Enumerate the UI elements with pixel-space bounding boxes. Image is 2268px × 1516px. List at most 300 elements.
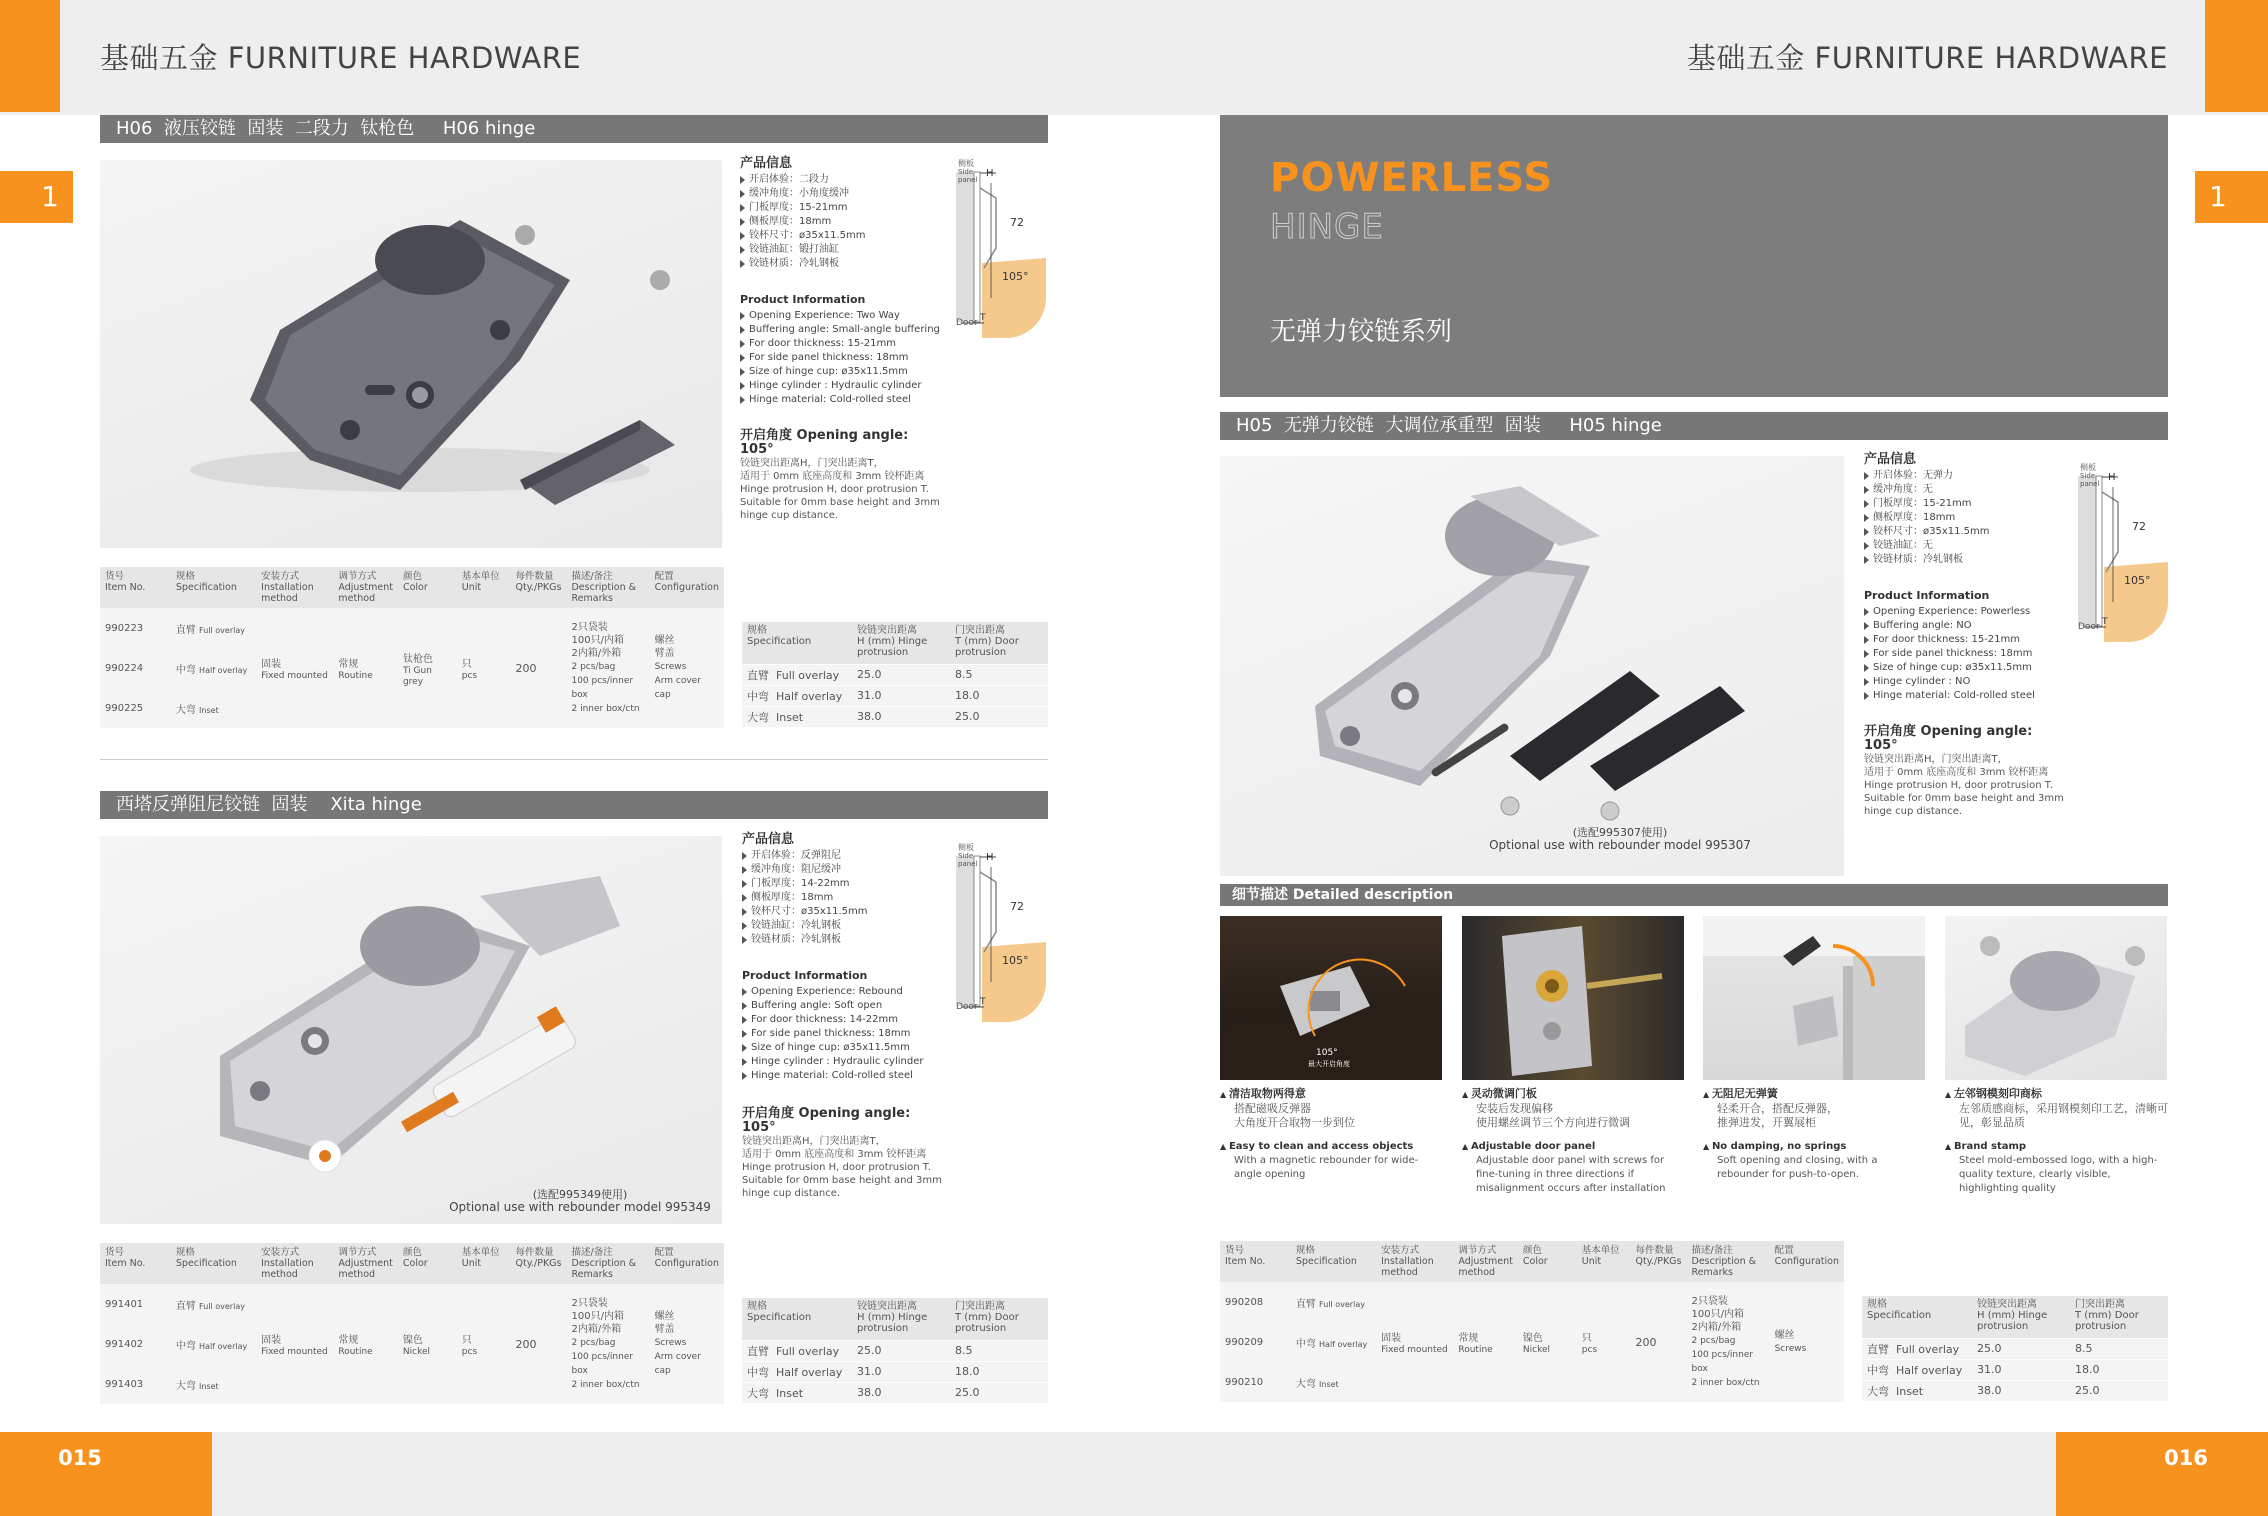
h05-spec-table [1220, 1241, 1844, 1402]
detail-1-desc-en: With a magnetic rebounder for wide-angle opening [1234, 1155, 1419, 1180]
chapter-tab-right[interactable] [2195, 171, 2268, 223]
th-cn: 描述/备注 [571, 1247, 613, 1258]
oth-spec [1862, 1296, 1972, 1338]
h06-row1-spec [171, 648, 256, 688]
h05-caption [1480, 826, 1760, 852]
color-cn: 镍色 [1522, 1333, 1543, 1344]
xita-unit [457, 1284, 511, 1404]
install-cn: 固装 [1381, 1333, 1402, 1344]
th-en: Installation method [1381, 1256, 1434, 1278]
th-spec [171, 1243, 256, 1284]
table-row [742, 1382, 1048, 1403]
detail-bar-label: 细节描述 Detailed description [1232, 887, 1454, 903]
th-install [256, 567, 333, 608]
xita-info-en-list [742, 985, 942, 1083]
xita-angle-title: 开启角度 Opening angle: 105° [742, 1106, 911, 1135]
color-cn: 钛枪色 [402, 653, 433, 665]
adjust-en: Routine [338, 671, 373, 681]
oth-h [852, 622, 950, 664]
xita-caption [440, 1188, 720, 1214]
xita-info-cn-3: 侧板厚度：18mm [742, 891, 942, 905]
table-row [742, 664, 1048, 685]
remark: 2 pcs/bag [571, 1337, 616, 1348]
table-row [742, 706, 1048, 727]
h06-angle-note-1: 适用于 0mm 底座高度和 3mm 铰杯距离 [740, 471, 925, 482]
spec-en: Full overlay [1319, 1299, 1365, 1309]
detail-2-title-en: ▲ Adjustable door panel [1462, 1140, 1686, 1154]
h06-info-cn-4: 铰杯尺寸：ø35x11.5mm [740, 229, 940, 243]
spec-en: Inset [199, 705, 219, 715]
config: Screws [654, 1338, 687, 1348]
xita-info-en-1: Buffering angle: Soft open [742, 999, 942, 1013]
spec-cn: 大弯 [175, 704, 196, 716]
xita-opening-diagram [956, 842, 1046, 1022]
spec-en: Inset [1319, 1379, 1339, 1389]
h05-row0-spec [1291, 1282, 1376, 1322]
unit-cn: 只 [461, 1335, 472, 1346]
xita-qty: 200 [511, 1284, 567, 1404]
th-cn: 颜色 [402, 571, 422, 582]
xita-row0-item: 991401 [100, 1284, 171, 1324]
o-en: Full overlay [776, 668, 840, 682]
th-en: Qty./PKGs [515, 582, 562, 593]
th-spec [171, 567, 256, 608]
h06-info-en-list [740, 309, 940, 407]
th-cn: 每件数量 [1635, 1245, 1674, 1256]
oth-en: T (mm) Door protrusion [955, 636, 1019, 658]
h05-qty: 200 [1631, 1282, 1687, 1402]
xita-color [398, 1284, 457, 1404]
h06-table-header [100, 567, 724, 608]
h05-caption-en: Optional use with rebounder model 995307 [1489, 838, 1751, 852]
adjust-cn: 常规 [338, 659, 359, 670]
h05-angle-title: 开启角度 Opening angle: 105° [1864, 724, 2033, 753]
o-h: 38.0 [852, 706, 950, 727]
h05-angle-note-2: Hinge protrusion H, door protrusion T. [1864, 780, 2053, 791]
oth-cn: 铰链突出距离 [1977, 1299, 2037, 1310]
th-cn: 货号 [105, 1247, 125, 1258]
color-cn: 镍色 [402, 1335, 423, 1346]
config: 臂盖 [654, 648, 675, 659]
th-adjust [1453, 1241, 1518, 1282]
o-spec [742, 1340, 852, 1361]
detail-text-1 [1220, 1087, 1444, 1182]
xita-info-cn-list [742, 849, 942, 947]
o-en: Half overlay [776, 1365, 843, 1379]
o-cn: 中弯 [747, 689, 769, 703]
remark: 100 pcs/inner box [1691, 1349, 1754, 1374]
xita-install [256, 1284, 333, 1404]
h06-install [256, 608, 333, 728]
o-spec [742, 685, 852, 706]
th-cn: 每件数量 [515, 1247, 554, 1258]
h06-info-en-title: Product Information [740, 293, 866, 306]
o-h: 25.0 [852, 1340, 950, 1361]
h06-product-photo [100, 160, 722, 548]
chapter-tab-left[interactable] [0, 171, 73, 223]
detail-1-title-en: ▲ Easy to clean and access objects [1220, 1140, 1444, 1154]
h05-row1-item: 990209 [1220, 1322, 1291, 1362]
unit-cn: 只 [461, 659, 472, 670]
th-spec [1291, 1241, 1376, 1282]
o-h: 31.0 [1972, 1359, 2070, 1380]
corner-right [2205, 0, 2268, 112]
spec-en: Full overlay [199, 1301, 245, 1311]
xita-info-cn-2: 门板厚度：14-22mm [742, 877, 942, 891]
o-en: Half overlay [1896, 1363, 1963, 1377]
chapter-tab-left-label: 1 [41, 180, 59, 213]
h06-info-cn-5: 铰链油缸：锻打油缸 [740, 243, 940, 257]
corner-left [0, 0, 60, 112]
th-en: Installation method [261, 582, 314, 604]
th-qty [1631, 1241, 1687, 1282]
h06-info-cn-list [740, 173, 940, 271]
table-row [100, 1284, 724, 1324]
detail-text-2 [1462, 1087, 1686, 1196]
h05-overlay-header [1862, 1296, 2168, 1338]
detail-text-3 [1703, 1087, 1927, 1182]
h06-info-en-1: Buffering angle: Small-angle buffering [740, 323, 940, 337]
th-en: Description & Remarks [571, 582, 637, 604]
adjust-en: Routine [1458, 1345, 1493, 1355]
o-spec [1862, 1359, 1972, 1380]
detail-2-title-cn: ▲ 灵动微调门板 [1462, 1087, 1686, 1102]
table-row [742, 1340, 1048, 1361]
oth-cn: 规格 [747, 625, 767, 636]
h06-info-en-0: Opening Experience: Two Way [740, 309, 940, 323]
h05-info-cn-6: 铰链材质：冷轧钢板 [1864, 553, 2064, 567]
o-t: 25.0 [2070, 1380, 2168, 1401]
h05-section-bar: H05 无弹力铰链 大调位承重型 固装 H05 hinge [1220, 412, 2168, 440]
th-en: Item No. [105, 582, 146, 593]
footer-band [0, 1432, 2268, 1516]
xita-diagram-door: Door [956, 1002, 978, 1012]
o-cn: 直臂 [747, 1344, 769, 1358]
th-cn: 安装方式 [261, 1247, 300, 1258]
th-en: Configuration [654, 1258, 719, 1269]
oth-t [2070, 1296, 2168, 1338]
oth-spec [742, 622, 852, 664]
detail-image-1-label-1: 105° [1316, 1048, 1338, 1058]
o-en: Inset [776, 1386, 804, 1400]
detail-bar [1220, 884, 2168, 906]
h06-info-cn-1: 缓冲角度：小角度缓冲 [740, 187, 940, 201]
h05-info-en-3: For side panel thickness: 18mm [1864, 647, 2064, 661]
th-en: Specification [175, 582, 237, 593]
h05-info-en-list [1864, 605, 2064, 703]
remark: 2 pcs/bag [1691, 1335, 1736, 1346]
h05-info-en-5: Hinge cylinder : NO [1864, 675, 2064, 689]
th-unit [1577, 1241, 1631, 1282]
hero-panel [1220, 115, 2168, 397]
h05-diagram-angle: 105° [2124, 574, 2151, 587]
h05-info-en-2: For door thickness: 15-21mm [1864, 633, 2064, 647]
th-en: Description & Remarks [571, 1258, 637, 1280]
install-en: Fixed mounted [261, 671, 328, 681]
th-item [1220, 1241, 1291, 1282]
spec-en: Inset [199, 1381, 219, 1391]
o-t: 25.0 [950, 1382, 1048, 1403]
xita-diagram-side-cn: 侧板 [958, 843, 974, 852]
o-en: Inset [1896, 1384, 1924, 1398]
h06-config [650, 608, 724, 728]
h06-spec-table [100, 567, 724, 728]
spec-en: Full overlay [199, 625, 245, 635]
th-config [650, 1243, 724, 1284]
h06-diagram-side-en: Side panel [958, 168, 978, 184]
h06-diagram-t: T [980, 313, 986, 323]
xita-spec-table [100, 1243, 724, 1404]
h06-diagram-side-cn: 侧板 [958, 159, 974, 168]
detail-2-desc-en: Adjustable door panel with screws for fine-tuning in three directions if misalignment occurs after installation [1476, 1155, 1666, 1194]
h05-remarks [1687, 1282, 1770, 1402]
oth-en: Specification [747, 636, 812, 647]
th-cn: 调节方式 [1458, 1245, 1497, 1256]
xita-row2-spec [171, 1364, 256, 1404]
o-h: 31.0 [852, 685, 950, 706]
h06-angle-note-2: Hinge protrusion H, door protrusion T. [740, 484, 929, 495]
th-color [1518, 1241, 1577, 1282]
detail-3-desc-en: Soft opening and closing, with a rebounder for push-to-open. [1717, 1155, 1878, 1180]
oth-en: H (mm) Hinge protrusion [857, 636, 928, 658]
xita-angle-note-0: 铰链突出距离H，门突出距离T， [742, 1136, 886, 1147]
table-row [100, 608, 724, 648]
config: Arm cover cap [654, 676, 701, 700]
detail-image-3 [1703, 916, 1925, 1080]
color-en: Nickel [402, 1347, 431, 1357]
h06-color [398, 608, 457, 728]
h06-angle-title: 开启角度 Opening angle: 105° [740, 428, 909, 457]
h06-remarks [566, 608, 649, 728]
xita-angle-note-3: Suitable for 0mm base height and 3mm hinge cup distance. [742, 1175, 942, 1199]
th-remarks [566, 567, 649, 608]
h06-info-en-2: For door thickness: 15-21mm [740, 337, 940, 351]
detail-4-title-en: ▲ Brand stamp [1945, 1140, 2169, 1154]
oth-en: H (mm) Hinge protrusion [1977, 1310, 2048, 1332]
install-en: Fixed mounted [1381, 1345, 1448, 1355]
xita-caption-en: Optional use with rebounder model 995349 [449, 1200, 711, 1214]
th-en: Configuration [1774, 1256, 1839, 1267]
spec-cn: 大弯 [175, 1380, 196, 1392]
th-cn: 调节方式 [338, 571, 377, 582]
xita-diagram-side-en: Side panel [958, 852, 978, 868]
xita-info-en-5: Hinge cylinder : Hydraulic cylinder [742, 1055, 942, 1069]
table-row [1862, 1380, 2168, 1401]
th-en: Item No. [105, 1258, 146, 1269]
h05-overlay-table [1862, 1296, 2168, 1401]
h05-opening-diagram [2078, 462, 2168, 642]
remark: 2内箱/外箱 [571, 1323, 622, 1335]
h06-opening-diagram [956, 158, 1046, 338]
h06-info-cn-0: 开启体验：二段力 [740, 173, 940, 187]
xita-caption-cn: (选配995349使用) [532, 1188, 628, 1201]
unit-cn: 只 [1581, 1333, 1592, 1344]
table-row [742, 1361, 1048, 1382]
h05-diagram-t: T [2102, 617, 2108, 627]
h06-info-cn-title: 产品信息 [740, 156, 793, 171]
install-cn: 固装 [261, 1335, 282, 1346]
config: 臂盖 [654, 1324, 675, 1335]
th-cn: 配置 [654, 1247, 674, 1258]
o-t: 8.5 [950, 1340, 1048, 1361]
o-cn: 大弯 [747, 1386, 769, 1400]
remark: 2 pcs/bag [571, 661, 616, 672]
h05-install [1376, 1282, 1453, 1402]
h05-diagram-door: Door [2078, 622, 2100, 632]
th-en: Installation method [261, 1258, 314, 1280]
h06-info-en-5: Hinge cylinder : Hydraulic cylinder [740, 379, 940, 393]
o-cn: 中弯 [747, 1365, 769, 1379]
footer-right-block [2056, 1432, 2268, 1516]
remark: 2 inner box/ctn [571, 703, 640, 714]
o-t: 18.0 [950, 1361, 1048, 1382]
o-spec [1862, 1380, 1972, 1401]
h05-angle-note-3: Suitable for 0mm base height and 3mm hinge cup distance. [1864, 793, 2064, 817]
xita-row0-spec [171, 1284, 256, 1324]
th-item [100, 567, 171, 608]
xita-overlay-header [742, 1298, 1048, 1340]
h05-unit [1577, 1282, 1631, 1402]
o-t: 8.5 [2070, 1338, 2168, 1359]
o-cn: 直臂 [747, 668, 769, 682]
xita-diagram-dim: 72 [1010, 900, 1024, 913]
h06-row2-item: 990225 [100, 688, 171, 728]
table-row [1862, 1338, 2168, 1359]
xita-diagram-angle: 105° [1002, 954, 1029, 967]
th-cn: 描述/备注 [571, 571, 613, 582]
h05-info [1864, 453, 2064, 818]
spec-cn: 直臂 [1295, 1298, 1316, 1310]
th-unit [457, 1243, 511, 1284]
h05-info-en-1: Buffering angle: NO [1864, 619, 2064, 633]
oth-en: Specification [747, 1312, 812, 1323]
xita-section-bar: 西塔反弹阻尼铰链 固装 Xita hinge [100, 791, 1048, 819]
spec-en: Half overlay [199, 665, 248, 675]
o-en: Half overlay [776, 689, 843, 703]
detail-3-desc-cn: 轻柔开合，搭配反弹器， 推弹进发，开翼展柜 [1717, 1102, 1838, 1129]
o-h: 38.0 [1972, 1380, 2070, 1401]
th-en: Description & Remarks [1691, 1256, 1757, 1278]
h06-row1-item: 990224 [100, 648, 171, 688]
h06-info-cn-6: 铰链材质：冷轧钢板 [740, 257, 940, 271]
th-en: Configuration [654, 582, 719, 593]
h05-angle-note-0: 铰链突出距离H，门突出距离T， [1864, 754, 2008, 765]
th-adjust [333, 1243, 398, 1284]
h05-info-cn-list [1864, 469, 2064, 567]
spec-cn: 中弯 [175, 664, 196, 676]
spec-cn: 中弯 [1295, 1338, 1316, 1350]
xita-info-en-4: Size of hinge cup: ø35x11.5mm [742, 1041, 942, 1055]
remark: 2只袋装 [1691, 1295, 1728, 1307]
oth-h [1972, 1296, 2070, 1338]
oth-h [852, 1298, 950, 1340]
h06-angle-note-3: Suitable for 0mm base height and 3mm hinge cup distance. [740, 497, 940, 521]
h06-info-cn-3: 侧板厚度：18mm [740, 215, 940, 229]
th-en: Adjustment method [338, 582, 393, 604]
xita-row1-item: 991402 [100, 1324, 171, 1364]
xita-row1-spec [171, 1324, 256, 1364]
h05-info-cn-3: 侧板厚度：18mm [1864, 511, 2064, 525]
th-qty [511, 1243, 567, 1284]
detail-1-title-cn: ▲ 清洁取物两得意 [1220, 1087, 1444, 1102]
oth-t [950, 622, 1048, 664]
th-cn: 配置 [654, 571, 674, 582]
th-remarks [567, 1243, 650, 1284]
h05-row2-item: 990210 [1220, 1362, 1291, 1402]
h05-info-en-4: Size of hinge cup: ø35x11.5mm [1864, 661, 2064, 675]
th-en: Unit [1581, 1256, 1602, 1267]
oth-en: T (mm) Door protrusion [2075, 1310, 2139, 1332]
o-spec [1862, 1338, 1972, 1359]
adjust-cn: 常规 [338, 1335, 359, 1346]
oth-en: H (mm) Hinge protrusion [857, 1312, 928, 1334]
th-en: Qty./PKGs [515, 1258, 562, 1269]
h06-info-en-3: For side panel thickness: 18mm [740, 351, 940, 365]
o-t: 18.0 [950, 685, 1048, 706]
h05-table-header [1220, 1241, 1844, 1282]
remark: 2 inner box/ctn [1691, 1377, 1760, 1388]
xita-info-en-3: For side panel thickness: 18mm [742, 1027, 942, 1041]
xita-info-en-0: Opening Experience: Rebound [742, 985, 942, 999]
detail-text-4 [1945, 1087, 2169, 1196]
th-en: Item No. [1225, 1256, 1266, 1267]
oth-cn: 铰链突出距离 [857, 625, 917, 636]
h06-diagram-angle: 105° [1002, 270, 1029, 283]
install-cn: 固装 [261, 659, 282, 670]
h06-overlay-header [742, 622, 1048, 664]
remark: 100 pcs/inner box [571, 675, 634, 700]
detail-2-desc-cn: 安装后发现偏移 使用螺丝调节三个方向进行微调 [1476, 1102, 1630, 1129]
xita-info-cn-0: 开启体验：反弹阻尼 [742, 849, 942, 863]
detail-4-desc-en: Steel mold-embossed logo, with a high-quality texture, clearly visible, highlighting quality [1959, 1155, 2158, 1194]
detail-image-4 [1945, 916, 2167, 1080]
th-install [256, 1243, 333, 1284]
th-unit [457, 567, 511, 608]
remark: 100只/内箱 [571, 1310, 624, 1322]
h05-product-photo [1220, 456, 1844, 876]
th-cn: 描述/备注 [1691, 1245, 1733, 1256]
o-spec [742, 706, 852, 727]
config: Screws [1774, 1343, 1807, 1354]
h06-overlay-table [742, 622, 1048, 727]
o-spec [742, 1382, 852, 1403]
h05-diagram-h: H [2108, 472, 2116, 483]
th-cn: 每件数量 [515, 571, 554, 582]
xita-info-en-title: Product Information [742, 969, 868, 982]
spec-cn: 大弯 [1295, 1378, 1316, 1390]
table-row [1862, 1359, 2168, 1380]
xita-remarks [567, 1284, 650, 1404]
th-color [398, 567, 457, 608]
spec-cn: 直臂 [175, 1300, 196, 1312]
th-en: Color [402, 582, 428, 593]
h05-diagram-dim: 72 [2132, 520, 2146, 533]
remark: 2 inner box/ctn [571, 1379, 640, 1390]
xita-overlay-table [742, 1298, 1048, 1403]
page-number-left: 015 [58, 1446, 102, 1470]
h06-info-en-6: Hinge material: Cold-rolled steel [740, 393, 940, 407]
oth-cn: 门突出距离 [955, 1301, 1005, 1312]
color-en: Ti Gun grey [402, 665, 432, 687]
th-config [1770, 1241, 1844, 1282]
h05-info-en-6: Hinge material: Cold-rolled steel [1864, 689, 2064, 703]
th-cn: 货号 [1225, 1245, 1245, 1256]
xita-info-cn-5: 铰链油缸：冷轧钢板 [742, 919, 942, 933]
h05-row2-spec [1291, 1362, 1376, 1402]
page-number-right: 016 [2164, 1446, 2208, 1470]
detail-image-2 [1462, 916, 1684, 1080]
header-title-left: 基础五金 FURNITURE HARDWARE [100, 41, 582, 75]
